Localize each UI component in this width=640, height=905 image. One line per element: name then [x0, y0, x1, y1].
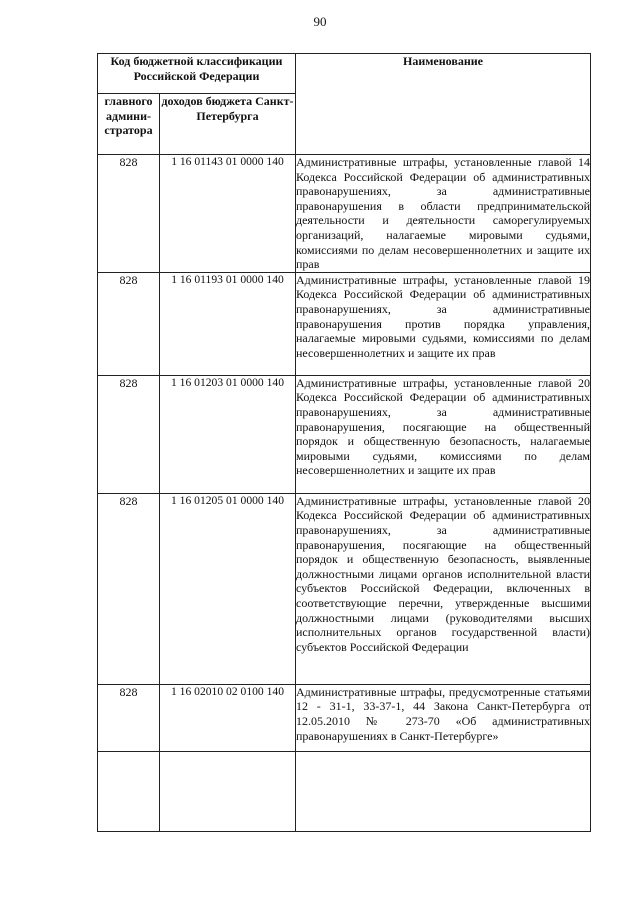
header-revenue: доходов бюджета Санкт-Петербурга — [160, 94, 296, 155]
empty-cell — [98, 751, 160, 831]
revenue-name-cell: Административные штрафы, установленные главой 14 Кодекса Российской Федерации об административных правонарушениях, за административные правонарушения в области предпринимательской деятельности и деятельности саморегулируемых организаций, налагаемые мировыми судьями, комиссиями по делам несовершеннолетних и защите их прав — [296, 155, 590, 272]
table-empty-continuation — [98, 751, 591, 831]
table-row — [98, 272, 591, 375]
revenue-name-cell: Административные штрафы, установленные главой 20 Кодекса Российской Федерации об административных правонарушениях, за административные правонарушения, посягающие на общественный порядок и общественную безопасность, выявленные должностными лицами органов исполнительной власти субъектов Российской Федерации, включенных в соответствующие перечни, утвержденные высшими должностными лицами (руководителями высших исполнительных органов государственной власти) субъектов Российской Федерации — [296, 493, 591, 684]
admin-code-cell: 828 — [98, 375, 160, 493]
admin-code-cell: 828 — [98, 155, 160, 273]
revenue-code-cell: 1 16 01193 01 0000 140 — [160, 272, 296, 375]
page-number: 90 — [313, 14, 327, 29]
admin-code-cell: 828 — [98, 684, 160, 751]
table-row — [98, 375, 591, 493]
admin-code-cell: 828 — [98, 272, 160, 375]
revenue-name-cell: Административные штрафы, установленные главой 19 Кодекса Российской Федерации об административных правонарушениях, за административные правонарушения против порядка управления, налагаемые мировыми судьями, комиссиями по делам несовершеннолетних и защите их прав — [296, 272, 591, 375]
revenue-code-cell: 1 16 01203 01 0000 140 — [160, 375, 296, 493]
revenue-code-cell: 1 16 01205 01 0000 140 — [160, 493, 296, 684]
revenue-code-cell: 1 16 01143 01 0000 140 — [160, 155, 296, 273]
table-header-row — [98, 54, 591, 94]
revenue-code-cell: 1 16 02010 02 0100 140 — [160, 684, 296, 751]
empty-cell — [160, 751, 296, 831]
header-admin: главного админи-стратора — [98, 94, 160, 155]
revenue-name-cell: Административные штрафы, установленные главой 20 Кодекса Российской Федерации об административных правонарушениях, за административные правонарушения, посягающие на общественный порядок и общественную безопасность, налагаемые мировыми судьями, комиссиями по делам несовершеннолетних и защите их прав — [296, 375, 591, 493]
table-row — [98, 155, 591, 273]
revenue-name-cell: Административные штрафы, предусмотренные статьями 12 - 31-1, 33-37-1, 44 Закона Санкт-Петербурга от 12.05.2010 № 273-70 «Об административных правонарушениях в Санкт-Петербурге» — [296, 684, 591, 751]
header-code-group: Код бюджетной классификации Российской Федерации — [98, 54, 296, 94]
admin-code-cell: 828 — [98, 493, 160, 684]
budget-classification-table — [97, 53, 591, 832]
header-name: Наименование — [296, 54, 591, 155]
empty-cell — [296, 751, 591, 831]
table-row — [98, 684, 591, 751]
table-row — [98, 493, 591, 684]
